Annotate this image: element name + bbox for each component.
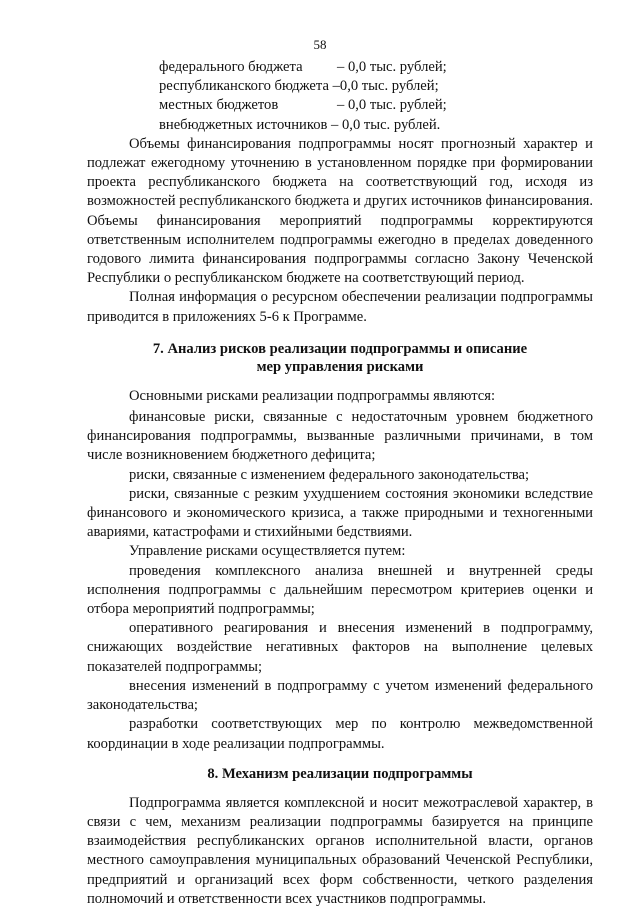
page-body: [87, 58, 593, 909]
page-number: 58: [313, 37, 327, 52]
budget-line-local: [159, 96, 593, 115]
heading-line: 7. Анализ рисков реализации подпрограммы и описание: [152, 340, 528, 357]
paragraph: Основными рисками реализации подпрограммы являются:: [129, 387, 496, 404]
budget-line-federal: [159, 58, 593, 77]
paragraph: Полная информация о ресурсном обеспечении реализации подпрограммы приводится в приложениях 5-6 к Программе.: [87, 289, 593, 325]
paragraph: Объемы финансирования подпрограммы носят прогнозный характер и подлежат ежегодному уточнению в установленном порядке при формировании проекта республиканского бюджета на соответствующий год, исходя из возможностей республиканского бюджета и других источников финансирования. Объемы финансирования мероприятий подпрограммы корректируются ответственным исполнителем подпрограммы ежегодно в пределах доведенного годового лимита финансирования подпрограммы согласно Закону Чеченской Республики о республиканском бюджете на соответствующий период.: [87, 135, 593, 287]
paragraph: Управление рисками осуществляется путем:: [129, 543, 406, 560]
paragraph: риски, связанные с изменением федерального законодательства;: [129, 466, 530, 483]
budget-line-republic: [159, 77, 593, 96]
paragraph: разработки соответствующих мер по контролю межведомственной координации в ходе реализации подпрограммы.: [87, 716, 593, 752]
budget-line-offbudget: [159, 116, 593, 135]
heading-line: мер управления рисками: [256, 358, 424, 375]
paragraph: проведения комплексного анализа внешней и внутренней среды исполнения подпрограммы с дальнейшим пересмотром критериев оценки и отбора мероприятий подпрограммы;: [87, 562, 593, 618]
budget-value: –0,0 тыс. рублей;: [332, 78, 439, 95]
budget-label: внебюджетных источников: [159, 116, 328, 133]
budget-list: [87, 58, 593, 135]
budget-label: республиканского бюджета: [159, 78, 329, 95]
section-8-heading: 8. Механизм реализации подпрограммы: [207, 765, 473, 782]
budget-value: – 0,0 тыс. рублей;: [337, 97, 447, 114]
paragraph: оперативного реагирования и внесения изменений в подпрограмму, снижающих воздействие негативных факторов на выполнение целевых показателей подпрограммы;: [87, 620, 593, 675]
paragraph: внесения изменений в подпрограмму с учетом изменений федерального законодательства;: [87, 677, 593, 714]
budget-value: – 0,0 тыс. рублей;: [337, 59, 447, 75]
section-7-heading: [87, 340, 593, 376]
paragraph: Подпрограмма является комплексной и носит межотраслевой характер, в связи с чем, механизм реализации подпрограммы базируется на принципе взаимодействия республиканских органов исполнительной власти, органов местного самоуправления муниципальных образований Чеченской Республики, предприятий и организаций всех форм собственности, четкого разделения полномочий и ответственности всех участников подпрограммы.: [87, 794, 593, 907]
paragraph: финансовые риски, связанные с недостаточным уровнем бюджетного финансирования подпрограммы, вызванные различными причинами, в том числе возникновением бюджетного дефицита;: [87, 409, 593, 464]
budget-label: федерального бюджета: [159, 59, 303, 75]
budget-value: – 0,0 тыс. рублей.: [331, 116, 441, 133]
budget-label: местных бюджетов: [159, 97, 279, 114]
paragraph: риски, связанные с резким ухудшением состояния экономики вследствие финансового и экономического кризиса, а также природными и техногенными авариями, катастрофами и стихийными бедствиями.: [87, 485, 593, 541]
